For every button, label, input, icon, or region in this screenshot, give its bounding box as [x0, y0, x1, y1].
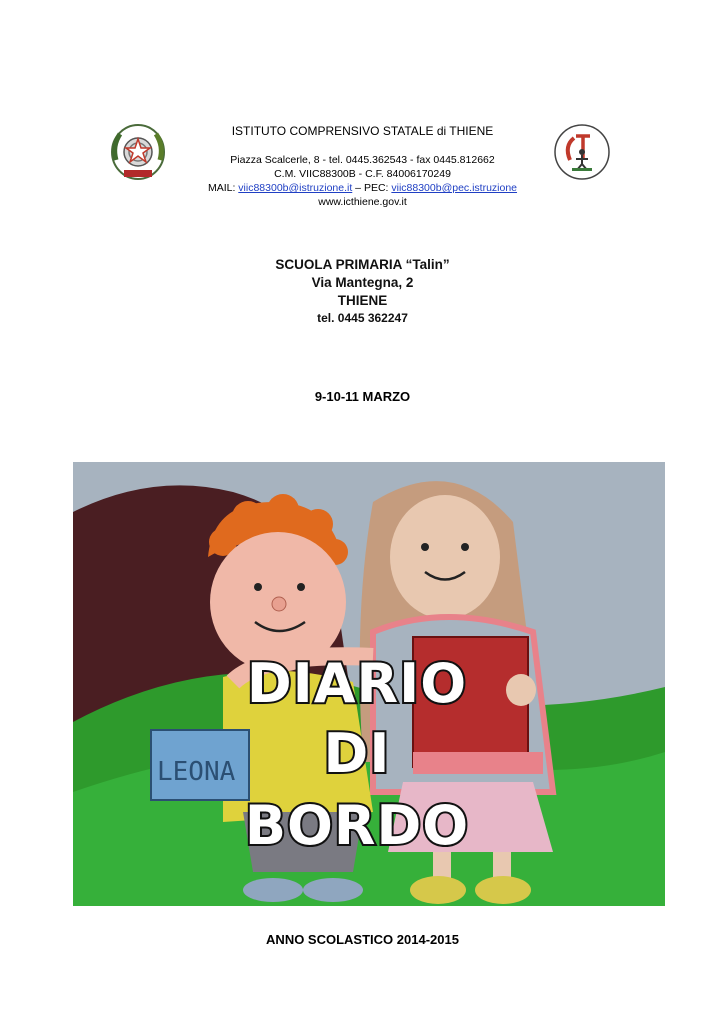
istituto-comprensivo-logo-icon	[552, 122, 612, 188]
school-website: www.icthiene.gov.it	[318, 196, 407, 208]
primary-school-street: Via Mantegna, 2	[311, 275, 414, 290]
cover-illustration	[73, 462, 665, 906]
primary-school-block	[0, 256, 725, 327]
event-dates: 9-10-11 MARZO	[314, 389, 411, 404]
letterhead	[0, 0, 725, 220]
cover-title-line1: DIARIO	[246, 652, 468, 715]
italian-republic-emblem-icon	[108, 122, 168, 184]
pec-link[interactable]: viic88300b@pec.istruzione	[391, 182, 518, 194]
school-contact-block	[175, 124, 550, 209]
primary-school-city: THIENE	[337, 293, 388, 308]
mail-label: MAIL:	[207, 182, 239, 194]
cover-title-line2: DI	[323, 722, 391, 785]
school-email-line	[175, 181, 550, 195]
school-year: ANNO SCOLASTICO 2014-2015	[266, 932, 459, 947]
cover-sign-text: LEONA	[157, 757, 236, 787]
pec-label: – PEC:	[352, 182, 392, 194]
primary-school-name: SCUOLA PRIMARIA “Talin”	[275, 257, 450, 272]
school-codes: C.M. VIIC88300B - C.F. 84006170249	[274, 168, 451, 180]
cover-title-line3: BORDO	[244, 794, 470, 857]
school-name: ISTITUTO COMPRENSIVO STATALE di THIENE	[231, 124, 494, 138]
mail-link[interactable]: viic88300b@istruzione.it	[238, 182, 353, 194]
school-address: Piazza Scalcerle, 8 - tel. 0445.362543 - fax 0445.812662	[230, 154, 495, 166]
primary-school-phone: tel. 0445 362247	[317, 311, 408, 325]
